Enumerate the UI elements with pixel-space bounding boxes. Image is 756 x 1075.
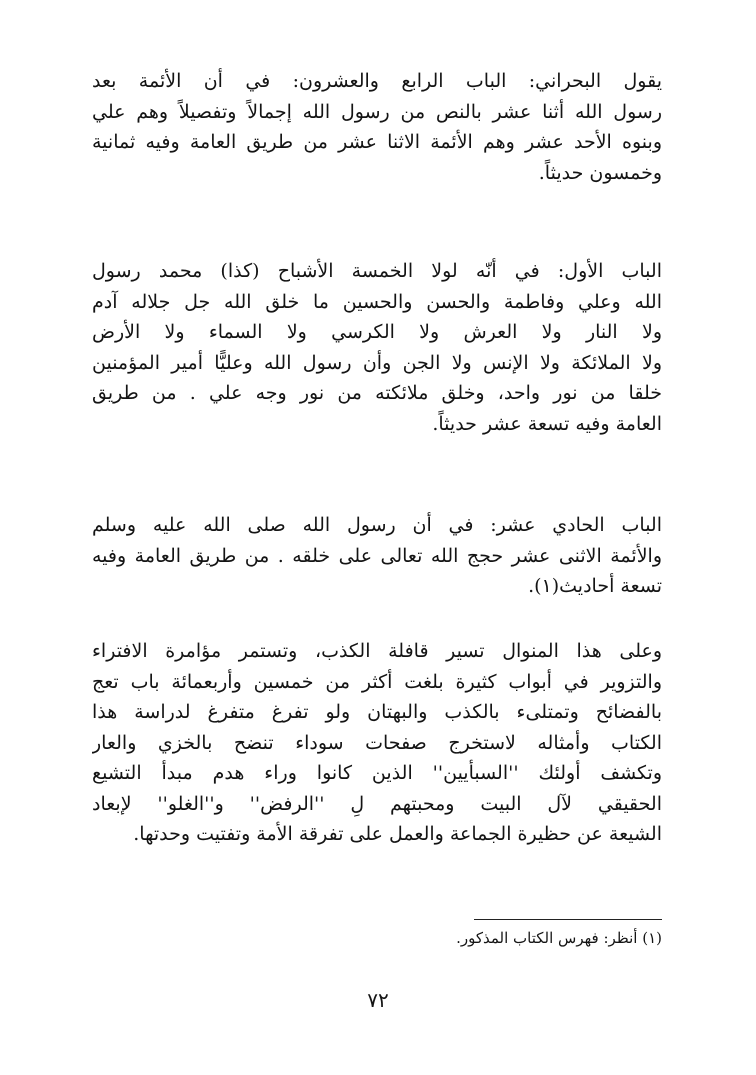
text-line: وخمسون حديثاً. (538, 161, 662, 184)
text-line: الحقيقي لآل البيت ومحبتهم لِ ''الرفض'' و''الغلو'' لإبعاد (92, 792, 662, 815)
footnote: (١) أنظر: فهرس الكتاب المذكور. (456, 929, 662, 947)
page-number: ٧٢ (367, 988, 389, 1012)
text-line: الباب الأول: في أنّه لولا الخمسة الأشباح (كذا) محمد رسول (92, 260, 662, 282)
text-line: يقول البحراني: الباب الرابع والعشرون: في أن الأئمة بعد (92, 70, 662, 92)
paragraph-4 (92, 636, 662, 850)
footnote-divider (474, 919, 662, 920)
text-line: ولا النار ولا العرش ولا الكرسي ولا السماء ولا الأرض (92, 321, 662, 343)
text-line: والأئمة الاثنى عشر حجج الله تعالى على خلقه . من طريق العامة وفيه (92, 544, 662, 567)
text-line: رسول الله أثنا عشر بالنص من رسول الله إجمالاً وتفصيلاً وهم علي (92, 100, 662, 123)
text-line: بالفضائح وتمتلىء بالكذب والبهتان ولو تفرغ متفرغ لدراسة هذا (92, 701, 662, 723)
text-line: الكتاب وأمثاله لاستخرج صفحات سوداء تنضح بالخزي والعار (92, 731, 662, 754)
text-line: وبنوه الأحد عشر وهم الأئمة الاثنا عشر من طريق العامة وفيه ثمانية (92, 131, 662, 153)
text-line: الباب الحادي عشر: في أن رسول الله صلى الله عليه وسلم (92, 514, 662, 536)
text-line: الله وعلي وفاطمة والحسن والحسين ما خلق الله جل جلاله آدم (92, 290, 662, 313)
paragraph-2 (92, 256, 662, 439)
paragraph-3 (92, 510, 662, 602)
text-line: خلقا من نور واحد، وخلق ملائكته من نور وجه علي . من طريق (92, 382, 662, 404)
text-line: الشيعة عن حظيرة الجماعة والعمل على تفرقة الأمة وتفتيت وحدتها. (133, 823, 662, 845)
text-line: وتكشف أولئك ''السبأيين'' الذين كانوا وراء هدم مبدأ التشيع (92, 762, 662, 784)
text-line: والتزوير في أبواب كثيرة بلغت أكثر من خمسين وأربعمائة باب تعج (92, 670, 662, 693)
text-line: ولا الملائكة ولا الإنس ولا الجن وأن رسول الله وعليًّا أمير المؤمنين (92, 351, 662, 374)
paragraph-1 (92, 66, 662, 188)
text-line: العامة وفيه تسعة عشر حديثاً. (432, 412, 662, 435)
text-line: وعلى هذا المنوال تسير قافلة الكذب، وتستمر مؤامرة الافتراء (92, 640, 662, 662)
text-line: تسعة أحاديث(١). (528, 575, 662, 597)
